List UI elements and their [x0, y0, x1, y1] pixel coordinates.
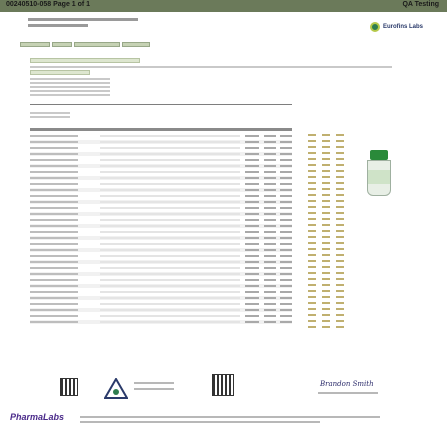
result-value	[336, 284, 344, 286]
table-row	[30, 206, 292, 210]
result-value	[322, 164, 330, 166]
header-tab	[52, 42, 72, 47]
result-value	[336, 224, 344, 226]
result-value	[336, 164, 344, 166]
result-value	[322, 200, 330, 202]
section-bar	[30, 70, 90, 75]
text-line	[30, 90, 110, 92]
result-value	[336, 206, 344, 208]
table-row	[30, 272, 292, 276]
brand-logo: PharmaLabs	[10, 412, 65, 422]
result-value	[322, 218, 330, 220]
result-value	[322, 140, 330, 142]
signature: Brandon Smith	[320, 380, 374, 388]
table-row	[30, 284, 292, 288]
result-value	[308, 146, 316, 148]
result-value	[336, 188, 344, 190]
result-value	[336, 212, 344, 214]
result-value	[336, 308, 344, 310]
result-value	[336, 278, 344, 280]
result-value	[336, 140, 344, 142]
document-header	[8, 14, 439, 54]
lab-seal	[104, 378, 128, 400]
result-value	[308, 284, 316, 286]
table-row	[30, 164, 292, 168]
seal-icon	[104, 378, 128, 400]
result-value	[308, 320, 316, 322]
result-value	[322, 248, 330, 250]
product-image	[362, 150, 396, 198]
result-value	[308, 164, 316, 166]
table-row	[30, 188, 292, 192]
result-value	[336, 200, 344, 202]
footer-text-line	[80, 416, 380, 418]
text-line	[30, 112, 70, 114]
table-row	[30, 224, 292, 228]
result-value	[308, 176, 316, 178]
table-row	[30, 308, 292, 312]
table-row	[30, 242, 292, 246]
result-value	[336, 290, 344, 292]
testing-label: QA Testing	[402, 1, 439, 8]
result-value	[322, 254, 330, 256]
result-value	[322, 284, 330, 286]
result-value	[308, 170, 316, 172]
analytes-table	[30, 128, 292, 328]
table-row	[30, 158, 292, 162]
table-row	[30, 254, 292, 258]
text-line	[30, 66, 392, 68]
result-value	[308, 302, 316, 304]
result-value	[336, 266, 344, 268]
result-value	[308, 188, 316, 190]
result-value	[322, 236, 330, 238]
result-value	[308, 194, 316, 196]
result-value	[308, 206, 316, 208]
result-value	[336, 158, 344, 160]
table-row	[30, 230, 292, 234]
result-column	[308, 128, 316, 328]
result-value	[308, 236, 316, 238]
text-line	[30, 116, 70, 118]
result-value	[336, 194, 344, 196]
result-value	[336, 248, 344, 250]
header-tab	[20, 42, 50, 47]
table-row	[30, 194, 292, 198]
table-row	[30, 260, 292, 264]
result-value	[308, 242, 316, 244]
result-value	[322, 314, 330, 316]
result-value	[336, 320, 344, 322]
top-bar	[0, 0, 447, 12]
result-value	[336, 272, 344, 274]
divider	[30, 104, 292, 105]
result-value	[336, 254, 344, 256]
footer-text-line	[134, 388, 174, 390]
table-row	[30, 278, 292, 282]
table-row	[30, 212, 292, 216]
result-value	[308, 224, 316, 226]
lab-logo-icon	[370, 22, 380, 32]
result-value	[308, 326, 316, 328]
vial-label	[368, 170, 390, 184]
result-value	[336, 134, 344, 136]
result-value	[308, 230, 316, 232]
result-value	[308, 140, 316, 142]
text-line	[30, 94, 110, 96]
result-value	[322, 224, 330, 226]
result-value	[336, 314, 344, 316]
header-tab	[122, 42, 150, 47]
table-row	[30, 134, 292, 138]
result-value	[322, 290, 330, 292]
result-value	[336, 152, 344, 154]
result-value	[308, 296, 316, 298]
result-value	[322, 152, 330, 154]
table-row	[30, 266, 292, 270]
document-footer	[0, 372, 447, 431]
result-value	[308, 248, 316, 250]
result-value	[322, 194, 330, 196]
result-value	[322, 296, 330, 298]
result-value	[322, 272, 330, 274]
result-value	[336, 182, 344, 184]
table-row	[30, 296, 292, 300]
result-value	[322, 176, 330, 178]
table-row	[30, 170, 292, 174]
result-value	[322, 320, 330, 322]
result-value	[322, 308, 330, 310]
result-value	[308, 260, 316, 262]
header-tab	[74, 42, 120, 47]
result-value	[308, 182, 316, 184]
result-value	[308, 272, 316, 274]
text-line	[30, 78, 110, 80]
table-row	[30, 152, 292, 156]
result-value	[322, 206, 330, 208]
vial-cap	[370, 150, 388, 160]
result-value	[322, 326, 330, 328]
footer-text-line	[134, 382, 174, 384]
result-value	[322, 230, 330, 232]
result-value	[336, 242, 344, 244]
result-value	[322, 260, 330, 262]
result-value	[322, 188, 330, 190]
text-line	[30, 82, 110, 84]
header-text-line	[28, 18, 138, 21]
result-value	[322, 266, 330, 268]
result-value	[308, 278, 316, 280]
section-bar	[30, 58, 140, 63]
table-row	[30, 176, 292, 180]
result-value	[336, 302, 344, 304]
table-row	[30, 218, 292, 222]
result-value	[336, 236, 344, 238]
result-value	[336, 176, 344, 178]
result-value	[308, 152, 316, 154]
result-value	[308, 314, 316, 316]
table-row	[30, 182, 292, 186]
result-value	[322, 134, 330, 136]
table-header	[30, 128, 292, 131]
result-value	[308, 290, 316, 292]
result-value	[322, 278, 330, 280]
result-value	[322, 302, 330, 304]
table-row	[30, 320, 292, 324]
table-row	[30, 200, 292, 204]
result-value	[322, 146, 330, 148]
lab-name: Eurofins Labs	[382, 24, 423, 30]
result-value	[336, 230, 344, 232]
result-value	[308, 266, 316, 268]
result-value	[308, 254, 316, 256]
table-row	[30, 290, 292, 294]
table-row	[30, 248, 292, 252]
result-value	[322, 212, 330, 214]
table-row	[30, 236, 292, 240]
qr-code-icon	[212, 374, 234, 396]
table-row	[30, 146, 292, 150]
result-value	[336, 218, 344, 220]
result-value	[308, 308, 316, 310]
result-value	[308, 212, 316, 214]
qr-code-icon	[60, 378, 78, 396]
result-value	[336, 326, 344, 328]
signature-line	[318, 392, 378, 394]
result-value	[308, 218, 316, 220]
result-value	[322, 182, 330, 184]
table-row	[30, 302, 292, 306]
result-value	[322, 170, 330, 172]
result-value	[308, 134, 316, 136]
table-row	[30, 140, 292, 144]
text-line	[30, 86, 110, 88]
result-value	[322, 158, 330, 160]
page-indicator: 00240510-058 Page 1 of 1	[6, 1, 91, 8]
result-value	[336, 146, 344, 148]
result-value	[336, 260, 344, 262]
result-value	[308, 200, 316, 202]
result-value	[308, 158, 316, 160]
result-column	[336, 128, 344, 328]
result-column	[322, 128, 330, 328]
table-row	[30, 314, 292, 318]
header-text-line	[28, 24, 88, 27]
footer-text-line	[80, 421, 320, 423]
result-value	[322, 242, 330, 244]
result-value	[336, 296, 344, 298]
header-tabs	[20, 42, 150, 47]
lab-logo	[370, 20, 423, 34]
result-value	[336, 170, 344, 172]
